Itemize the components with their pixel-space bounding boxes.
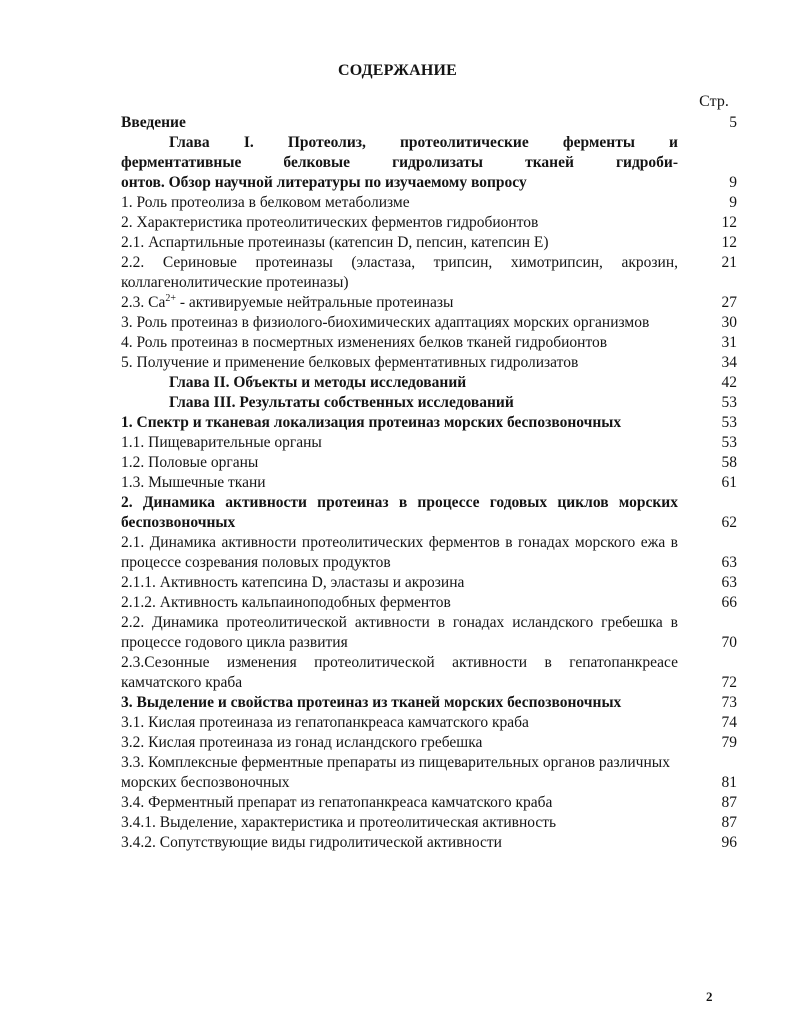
chapter-1-line-3: онтов. Обзор научной литературы по изучаемому вопросу	[121, 174, 527, 191]
toc-entry-text: 2. Динамика активности протеиназ в процессе годовых циклов морских беспозвоночных	[121, 494, 678, 531]
toc-entry-text: 2. Характеристика протеолитических ферментов гидробионтов	[121, 214, 539, 231]
toc-entry-text	[121, 133, 678, 193]
toc-entry	[121, 813, 737, 833]
toc-entry	[121, 793, 737, 813]
toc-entry	[121, 753, 737, 793]
toc-entry	[121, 733, 737, 753]
toc-entry-page: 9	[729, 194, 737, 211]
toc-entry	[121, 493, 737, 533]
toc-entry	[121, 593, 737, 613]
toc-entry-page: 87	[721, 814, 737, 831]
toc-entry	[121, 353, 737, 373]
toc-entry-page: 62	[721, 514, 737, 531]
page-number: 2	[706, 989, 713, 1004]
toc-entry-chapter-1	[121, 133, 737, 193]
toc-entry-superscript: 2+	[165, 292, 176, 304]
toc-entry-page: 87	[721, 794, 737, 811]
toc-entry-page: 58	[721, 454, 737, 471]
toc-entry-text: 2.1.2. Активность кальпаиноподобных ферментов	[121, 594, 451, 611]
toc-entry-text: 2.1. Динамика активности протеолитических ферментов в гонадах морского ежа в процессе созревания половых продуктов	[121, 534, 678, 571]
toc-entry	[121, 313, 737, 333]
toc-entry	[121, 833, 737, 853]
toc-entry-page: 53	[721, 414, 737, 431]
toc-entry-page: 31	[721, 334, 737, 351]
toc-entry-text: 2.1. Аспартильные протеиназы (катепсин D, пепсин, катепсин Е)	[121, 234, 549, 251]
toc-entry-text	[121, 293, 678, 313]
toc-entry	[121, 473, 737, 493]
toc-entry-page: 74	[721, 714, 737, 731]
toc-entry-page: 12	[721, 234, 737, 251]
toc-entry-text: 3. Выделение и свойства протеиназ из тканей морских беспозвоночных	[121, 694, 622, 711]
toc-entry-text: 2.2. Сериновые протеиназы (эластаза, трипсин, химотрипсин, акрозин, коллагенолитические протеиназы)	[121, 254, 678, 291]
toc-entry	[121, 293, 737, 313]
toc-entry-text: Глава III. Результаты собственных исследований	[169, 394, 514, 411]
toc-entry-text: 3.1. Кислая протеиназа из гепатопанкреаса камчатского краба	[121, 714, 529, 731]
pages-column-label: Стр.	[699, 93, 729, 110]
toc-entry-text: 1.3. Мышечные ткани	[121, 474, 266, 491]
toc-entry	[121, 413, 737, 433]
toc-entry-page: 70	[721, 634, 737, 651]
toc-entry-text: 1. Спектр и тканевая локализация протеиназ морских беспозвоночных	[121, 414, 622, 431]
toc-entry	[121, 713, 737, 733]
toc-entry-text: 2.3.Сезонные изменения протеолитической активности в гепатопанкреасе камчатского краба	[121, 654, 678, 691]
toc-entry	[121, 333, 737, 353]
toc-entry-text: 1. Роль протеолиза в белковом метаболизме	[121, 194, 410, 211]
toc-entry-page: 21	[721, 254, 737, 271]
toc-entry-chapter-2	[121, 373, 737, 393]
toc-entry-text: 2.2. Динамика протеолитической активности в гонадах исландского гребешка в процессе годового цикла развития	[121, 614, 678, 651]
toc-entry	[121, 693, 737, 713]
toc-entry-text: 3.2. Кислая протеиназа из гонад исландского гребешка	[121, 734, 483, 751]
toc-entry-text-pre: 2.3. Са	[121, 294, 166, 311]
toc-entry-page: 79	[721, 734, 737, 751]
toc-entry-page: 63	[721, 574, 737, 591]
toc-entry-page: 81	[721, 774, 737, 791]
toc-entry-text: 1.1. Пищеварительные органы	[121, 434, 322, 451]
toc-entry-text: 3.3. Комплексные ферментные препараты из пищеварительных органов различных морских беспозвоночных	[121, 754, 670, 791]
toc-entry-page: 53	[721, 394, 737, 411]
toc-entry-introduction	[121, 113, 737, 133]
toc-entry-page: 12	[721, 214, 737, 231]
toc-entry	[121, 213, 737, 233]
toc-entry-text: 2.1.1. Активность катепсина D, эластазы и акрозина	[121, 574, 465, 591]
toc-entry-text: 3.4.2. Сопутствующие виды гидролитической активности	[121, 834, 502, 851]
toc-entry	[121, 233, 737, 253]
toc-entry-text: 3.4. Ферментный препарат из гепатопанкреаса камчатского краба	[121, 794, 553, 811]
page-title: СОДЕРЖАНИЕ	[337, 62, 458, 79]
toc-entry-page: 30	[721, 314, 737, 331]
toc-entry	[121, 433, 737, 453]
chapter-1-line-1: Глава I. Протеолиз, протеолитические ферменты и	[169, 134, 678, 151]
toc-entry-page: 53	[721, 434, 737, 451]
toc-entry-page: 61	[721, 474, 737, 491]
toc-entry	[121, 193, 737, 213]
toc-entry-chapter-3	[121, 393, 737, 413]
toc-entry	[121, 653, 737, 693]
table-of-contents	[121, 113, 737, 853]
toc-entry-text: 3. Роль протеиназ в физиолого-биохимических адаптациях морских организмов	[121, 314, 650, 331]
toc-entry-page: 27	[721, 294, 737, 311]
toc-entry-text: Глава II. Объекты и методы исследований	[169, 374, 467, 391]
toc-entry-text: 5. Получение и применение белковых ферментативных гидролизатов	[121, 354, 579, 371]
toc-entry-page: 96	[721, 834, 737, 851]
toc-entry-page: 63	[721, 554, 737, 571]
toc-entry-text: 3.4.1. Выделение, характеристика и протеолитическая активность	[121, 814, 557, 831]
toc-entry-page: 72	[721, 674, 737, 691]
toc-entry-page: 73	[721, 694, 737, 711]
toc-entry	[121, 253, 737, 293]
toc-entry	[121, 613, 737, 653]
toc-entry-text: 4. Роль протеиназ в посмертных изменениях белков тканей гидробионтов	[121, 334, 608, 351]
toc-entry	[121, 573, 737, 593]
toc-entry-page: 34	[721, 354, 737, 371]
toc-entry-page: 9	[729, 174, 737, 191]
toc-entry	[121, 453, 737, 473]
toc-entry-page: 66	[721, 594, 737, 611]
chapter-1-line-2: ферментативные белковые гидролизаты тканей гидроби-	[121, 154, 678, 171]
toc-entry-text-post: - активируемые нейтральные протеиназы	[175, 294, 454, 311]
toc-entry-page: 5	[729, 114, 737, 131]
toc-entry-page: 42	[721, 374, 737, 391]
toc-entry-text: Введение	[121, 114, 186, 131]
toc-entry	[121, 533, 737, 573]
toc-entry-text: 1.2. Половые органы	[121, 454, 259, 471]
